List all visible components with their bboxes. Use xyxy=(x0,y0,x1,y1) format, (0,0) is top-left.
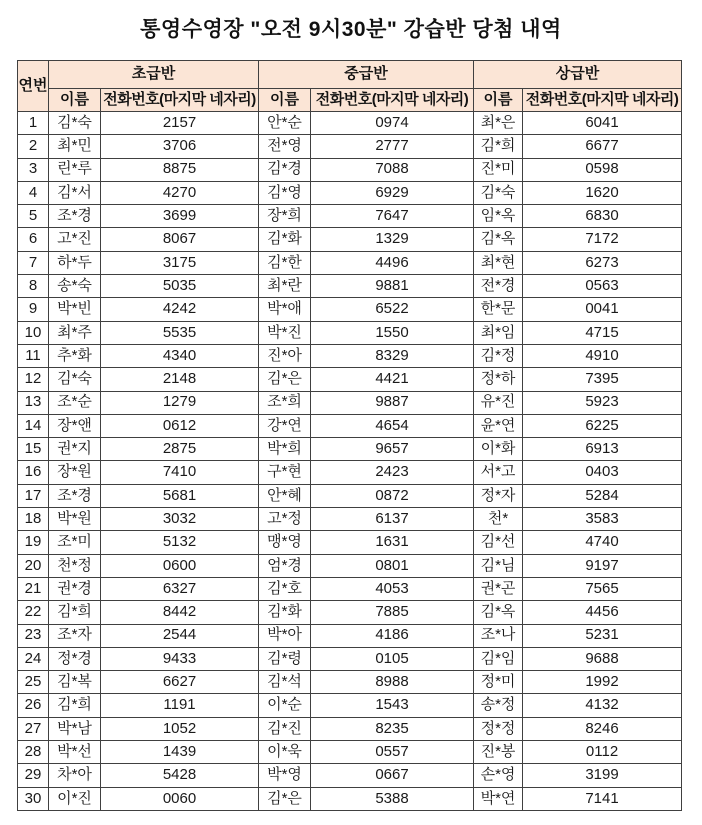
serial-cell: 18 xyxy=(18,508,49,531)
serial-cell: 4 xyxy=(18,181,49,204)
serial-cell: 29 xyxy=(18,764,49,787)
beginner-phone-cell: 4242 xyxy=(101,298,259,321)
advanced-phone-cell: 6913 xyxy=(523,438,682,461)
serial-cell: 12 xyxy=(18,368,49,391)
intermediate-name-cell: 이*순 xyxy=(259,694,311,717)
advanced-name-cell: 김*옥 xyxy=(474,228,523,251)
beginner-phone-cell: 2544 xyxy=(101,624,259,647)
intermediate-phone-cell: 6522 xyxy=(311,298,474,321)
advanced-phone-cell: 9688 xyxy=(523,647,682,670)
advanced-name-cell: 정*하 xyxy=(474,368,523,391)
serial-cell: 11 xyxy=(18,344,49,367)
intermediate-phone-header: 전화번호(마지막 네자리) xyxy=(311,89,474,112)
beginner-phone-cell: 3032 xyxy=(101,508,259,531)
intermediate-name-cell: 김*영 xyxy=(259,181,311,204)
beginner-name-cell: 박*남 xyxy=(49,717,101,740)
serial-cell: 25 xyxy=(18,671,49,694)
serial-cell: 28 xyxy=(18,741,49,764)
advanced-phone-cell: 5923 xyxy=(523,391,682,414)
advanced-phone-cell: 3199 xyxy=(523,764,682,787)
table-row xyxy=(18,531,682,554)
beginner-phone-cell: 6627 xyxy=(101,671,259,694)
table-row xyxy=(18,577,682,600)
serial-cell: 19 xyxy=(18,531,49,554)
intermediate-phone-cell: 6929 xyxy=(311,181,474,204)
advanced-name-cell: 유*진 xyxy=(474,391,523,414)
beginner-phone-cell: 2875 xyxy=(101,438,259,461)
beginner-phone-cell: 5035 xyxy=(101,275,259,298)
table-row xyxy=(18,601,682,624)
advanced-name-cell: 박*연 xyxy=(474,787,523,810)
advanced-phone-header: 전화번호(마지막 네자리) xyxy=(523,89,682,112)
advanced-name-cell: 김*희 xyxy=(474,135,523,158)
intermediate-phone-cell: 2777 xyxy=(311,135,474,158)
table-row xyxy=(18,205,682,228)
serial-cell: 23 xyxy=(18,624,49,647)
serial-cell: 22 xyxy=(18,601,49,624)
advanced-name-cell: 임*옥 xyxy=(474,205,523,228)
intermediate-phone-cell: 5388 xyxy=(311,787,474,810)
winners-table xyxy=(17,60,682,811)
intermediate-phone-cell: 4421 xyxy=(311,368,474,391)
serial-cell: 2 xyxy=(18,135,49,158)
advanced-phone-cell: 7172 xyxy=(523,228,682,251)
table-row xyxy=(18,251,682,274)
advanced-name-cell: 전*경 xyxy=(474,275,523,298)
intermediate-phone-cell: 0105 xyxy=(311,647,474,670)
advanced-name-cell: 권*곤 xyxy=(474,577,523,600)
serial-cell: 9 xyxy=(18,298,49,321)
table-row xyxy=(18,321,682,344)
intermediate-name-cell: 김*화 xyxy=(259,601,311,624)
table-row xyxy=(18,508,682,531)
beginner-name-cell: 권*지 xyxy=(49,438,101,461)
intermediate-name-cell: 고*정 xyxy=(259,508,311,531)
beginner-name-cell: 조*경 xyxy=(49,484,101,507)
intermediate-name-cell: 장*희 xyxy=(259,205,311,228)
advanced-name-cell: 손*영 xyxy=(474,764,523,787)
advanced-name-cell: 김*옥 xyxy=(474,601,523,624)
beginner-phone-cell: 1439 xyxy=(101,741,259,764)
advanced-phone-cell: 7141 xyxy=(523,787,682,810)
beginner-phone-cell: 1191 xyxy=(101,694,259,717)
serial-header-cell: 연번 xyxy=(18,61,49,112)
beginner-name-cell: 김*서 xyxy=(49,181,101,204)
beginner-phone-cell: 5681 xyxy=(101,484,259,507)
intermediate-name-cell: 맹*영 xyxy=(259,531,311,554)
advanced-name-cell: 정*자 xyxy=(474,484,523,507)
beginner-phone-cell: 2148 xyxy=(101,368,259,391)
table-row xyxy=(18,158,682,181)
advanced-phone-cell: 7565 xyxy=(523,577,682,600)
beginner-name-cell: 송*숙 xyxy=(49,275,101,298)
table-row xyxy=(18,764,682,787)
advanced-phone-cell: 4715 xyxy=(523,321,682,344)
beginner-phone-cell: 4270 xyxy=(101,181,259,204)
serial-cell: 8 xyxy=(18,275,49,298)
advanced-phone-cell: 1620 xyxy=(523,181,682,204)
intermediate-name-cell: 안*순 xyxy=(259,112,311,135)
table-row xyxy=(18,624,682,647)
intermediate-name-cell: 이*욱 xyxy=(259,741,311,764)
intermediate-name-cell: 구*현 xyxy=(259,461,311,484)
serial-cell: 1 xyxy=(18,112,49,135)
beginner-name-cell: 조*자 xyxy=(49,624,101,647)
beginner-phone-cell: 5132 xyxy=(101,531,259,554)
beginner-phone-cell: 1279 xyxy=(101,391,259,414)
advanced-name-cell: 최*임 xyxy=(474,321,523,344)
table-row xyxy=(18,368,682,391)
advanced-name-cell: 천* xyxy=(474,508,523,531)
advanced-phone-cell: 0598 xyxy=(523,158,682,181)
serial-cell: 26 xyxy=(18,694,49,717)
advanced-phone-cell: 4456 xyxy=(523,601,682,624)
intermediate-phone-cell: 1329 xyxy=(311,228,474,251)
beginner-name-cell: 추*화 xyxy=(49,344,101,367)
winners-table-header xyxy=(18,61,682,112)
table-row xyxy=(18,694,682,717)
beginner-name-cell: 최*민 xyxy=(49,135,101,158)
page-title: 통영수영장 "오전 9시30분" 강습반 당첨 내역 xyxy=(140,18,562,41)
intermediate-phone-cell: 1550 xyxy=(311,321,474,344)
serial-cell: 27 xyxy=(18,717,49,740)
serial-cell: 17 xyxy=(18,484,49,507)
intermediate-phone-cell: 9657 xyxy=(311,438,474,461)
advanced-phone-cell: 3583 xyxy=(523,508,682,531)
advanced-phone-cell: 4132 xyxy=(523,694,682,717)
beginner-phone-cell: 7410 xyxy=(101,461,259,484)
intermediate-phone-cell: 8329 xyxy=(311,344,474,367)
beginner-phone-cell: 3175 xyxy=(101,251,259,274)
intermediate-phone-cell: 4496 xyxy=(311,251,474,274)
beginner-name-cell: 권*경 xyxy=(49,577,101,600)
table-row xyxy=(18,647,682,670)
beginner-name-cell: 하*두 xyxy=(49,251,101,274)
table-row xyxy=(18,717,682,740)
group-header-intermediate: 중급반 xyxy=(259,61,474,89)
intermediate-name-cell: 김*령 xyxy=(259,647,311,670)
beginner-name-cell: 박*원 xyxy=(49,508,101,531)
intermediate-phone-cell: 0801 xyxy=(311,554,474,577)
beginner-phone-cell: 9433 xyxy=(101,647,259,670)
advanced-name-cell: 송*정 xyxy=(474,694,523,717)
intermediate-name-cell: 김*한 xyxy=(259,251,311,274)
serial-cell: 10 xyxy=(18,321,49,344)
intermediate-phone-cell: 9881 xyxy=(311,275,474,298)
intermediate-phone-cell: 9887 xyxy=(311,391,474,414)
intermediate-name-cell: 김*호 xyxy=(259,577,311,600)
beginner-name-cell: 정*경 xyxy=(49,647,101,670)
intermediate-phone-cell: 2423 xyxy=(311,461,474,484)
beginner-phone-cell: 8067 xyxy=(101,228,259,251)
intermediate-phone-cell: 8235 xyxy=(311,717,474,740)
serial-cell: 7 xyxy=(18,251,49,274)
header-group-row xyxy=(18,61,682,89)
beginner-phone-cell: 0060 xyxy=(101,787,259,810)
table-row xyxy=(18,298,682,321)
beginner-phone-header: 전화번호(마지막 네자리) xyxy=(101,89,259,112)
beginner-phone-cell: 8442 xyxy=(101,601,259,624)
intermediate-phone-cell: 7647 xyxy=(311,205,474,228)
intermediate-name-cell: 박*희 xyxy=(259,438,311,461)
advanced-phone-cell: 8246 xyxy=(523,717,682,740)
advanced-name-cell: 김*님 xyxy=(474,554,523,577)
advanced-name-cell: 정*미 xyxy=(474,671,523,694)
advanced-phone-cell: 5231 xyxy=(523,624,682,647)
beginner-name-cell: 김*숙 xyxy=(49,112,101,135)
intermediate-name-cell: 박*애 xyxy=(259,298,311,321)
beginner-phone-cell: 6327 xyxy=(101,577,259,600)
advanced-phone-cell: 6273 xyxy=(523,251,682,274)
winners-table-body xyxy=(18,112,682,811)
advanced-name-cell: 정*정 xyxy=(474,717,523,740)
beginner-name-cell: 조*경 xyxy=(49,205,101,228)
table-row xyxy=(18,181,682,204)
beginner-phone-cell: 8875 xyxy=(101,158,259,181)
serial-cell: 20 xyxy=(18,554,49,577)
beginner-name-cell: 김*희 xyxy=(49,694,101,717)
table-row xyxy=(18,554,682,577)
group-header-advanced: 상급반 xyxy=(474,61,682,89)
serial-cell: 15 xyxy=(18,438,49,461)
intermediate-phone-cell: 6137 xyxy=(311,508,474,531)
beginner-phone-cell: 1052 xyxy=(101,717,259,740)
serial-cell: 5 xyxy=(18,205,49,228)
group-header-beginner: 초급반 xyxy=(49,61,259,89)
advanced-phone-cell: 5284 xyxy=(523,484,682,507)
beginner-name-cell: 박*빈 xyxy=(49,298,101,321)
advanced-name-cell: 최*은 xyxy=(474,112,523,135)
table-row xyxy=(18,112,682,135)
intermediate-name-cell: 김*진 xyxy=(259,717,311,740)
beginner-phone-cell: 2157 xyxy=(101,112,259,135)
intermediate-phone-cell: 8988 xyxy=(311,671,474,694)
table-row xyxy=(18,275,682,298)
intermediate-name-cell: 박*영 xyxy=(259,764,311,787)
table-row xyxy=(18,228,682,251)
intermediate-name-cell: 김*은 xyxy=(259,368,311,391)
advanced-name-cell: 진*봉 xyxy=(474,741,523,764)
advanced-phone-cell: 6225 xyxy=(523,414,682,437)
beginner-phone-cell: 3699 xyxy=(101,205,259,228)
beginner-name-cell: 고*진 xyxy=(49,228,101,251)
table-row xyxy=(18,391,682,414)
advanced-phone-cell: 0112 xyxy=(523,741,682,764)
beginner-name-cell: 박*선 xyxy=(49,741,101,764)
beginner-name-cell: 린*루 xyxy=(49,158,101,181)
advanced-name-cell: 진*미 xyxy=(474,158,523,181)
beginner-name-cell: 이*진 xyxy=(49,787,101,810)
advanced-phone-cell: 1992 xyxy=(523,671,682,694)
intermediate-name-cell: 진*아 xyxy=(259,344,311,367)
intermediate-phone-cell: 4186 xyxy=(311,624,474,647)
beginner-name-cell: 장*앤 xyxy=(49,414,101,437)
serial-cell: 14 xyxy=(18,414,49,437)
advanced-phone-cell: 0041 xyxy=(523,298,682,321)
beginner-name-cell: 김*희 xyxy=(49,601,101,624)
advanced-name-cell: 김*숙 xyxy=(474,181,523,204)
beginner-name-cell: 조*순 xyxy=(49,391,101,414)
intermediate-name-cell: 김*경 xyxy=(259,158,311,181)
beginner-name-cell: 최*주 xyxy=(49,321,101,344)
advanced-phone-cell: 0563 xyxy=(523,275,682,298)
advanced-phone-cell: 4740 xyxy=(523,531,682,554)
beginner-phone-cell: 4340 xyxy=(101,344,259,367)
intermediate-name-cell: 전*영 xyxy=(259,135,311,158)
beginner-phone-cell: 3706 xyxy=(101,135,259,158)
intermediate-name-cell: 강*연 xyxy=(259,414,311,437)
advanced-phone-cell: 6677 xyxy=(523,135,682,158)
table-row xyxy=(18,671,682,694)
intermediate-name-cell: 박*아 xyxy=(259,624,311,647)
serial-cell: 3 xyxy=(18,158,49,181)
intermediate-name-cell: 김*석 xyxy=(259,671,311,694)
beginner-name-cell: 조*미 xyxy=(49,531,101,554)
beginner-name-cell: 김*복 xyxy=(49,671,101,694)
advanced-name-cell: 최*현 xyxy=(474,251,523,274)
advanced-name-cell: 한*문 xyxy=(474,298,523,321)
beginner-phone-cell: 5428 xyxy=(101,764,259,787)
intermediate-name-cell: 안*혜 xyxy=(259,484,311,507)
intermediate-phone-cell: 1631 xyxy=(311,531,474,554)
advanced-name-cell: 이*화 xyxy=(474,438,523,461)
intermediate-phone-cell: 0974 xyxy=(311,112,474,135)
advanced-phone-cell: 7395 xyxy=(523,368,682,391)
serial-cell: 30 xyxy=(18,787,49,810)
table-row xyxy=(18,484,682,507)
intermediate-name-cell: 김*은 xyxy=(259,787,311,810)
serial-cell: 24 xyxy=(18,647,49,670)
intermediate-name-header: 이름 xyxy=(259,89,311,112)
beginner-name-cell: 천*정 xyxy=(49,554,101,577)
beginner-name-cell: 차*아 xyxy=(49,764,101,787)
advanced-name-header: 이름 xyxy=(474,89,523,112)
beginner-name-cell: 장*원 xyxy=(49,461,101,484)
intermediate-name-cell: 박*진 xyxy=(259,321,311,344)
intermediate-name-cell: 조*희 xyxy=(259,391,311,414)
intermediate-phone-cell: 4654 xyxy=(311,414,474,437)
advanced-phone-cell: 0403 xyxy=(523,461,682,484)
advanced-name-cell: 조*나 xyxy=(474,624,523,647)
beginner-phone-cell: 0600 xyxy=(101,554,259,577)
intermediate-name-cell: 김*화 xyxy=(259,228,311,251)
intermediate-phone-cell: 7088 xyxy=(311,158,474,181)
advanced-name-cell: 김*선 xyxy=(474,531,523,554)
advanced-phone-cell: 6830 xyxy=(523,205,682,228)
advanced-name-cell: 김*임 xyxy=(474,647,523,670)
serial-cell: 6 xyxy=(18,228,49,251)
intermediate-phone-cell: 1543 xyxy=(311,694,474,717)
intermediate-phone-cell: 4053 xyxy=(311,577,474,600)
advanced-phone-cell: 9197 xyxy=(523,554,682,577)
table-row xyxy=(18,344,682,367)
beginner-phone-cell: 5535 xyxy=(101,321,259,344)
table-row xyxy=(18,461,682,484)
beginner-name-header: 이름 xyxy=(49,89,101,112)
beginner-phone-cell: 0612 xyxy=(101,414,259,437)
advanced-phone-cell: 6041 xyxy=(523,112,682,135)
intermediate-phone-cell: 7885 xyxy=(311,601,474,624)
header-sub-row xyxy=(18,89,682,112)
table-row xyxy=(18,414,682,437)
intermediate-phone-cell: 0667 xyxy=(311,764,474,787)
advanced-name-cell: 김*정 xyxy=(474,344,523,367)
beginner-name-cell: 김*숙 xyxy=(49,368,101,391)
table-row xyxy=(18,135,682,158)
intermediate-name-cell: 최*란 xyxy=(259,275,311,298)
advanced-phone-cell: 4910 xyxy=(523,344,682,367)
serial-cell: 13 xyxy=(18,391,49,414)
advanced-name-cell: 서*고 xyxy=(474,461,523,484)
intermediate-phone-cell: 0557 xyxy=(311,741,474,764)
table-row xyxy=(18,438,682,461)
serial-cell: 21 xyxy=(18,577,49,600)
advanced-name-cell: 윤*연 xyxy=(474,414,523,437)
intermediate-name-cell: 엄*경 xyxy=(259,554,311,577)
table-row xyxy=(18,741,682,764)
table-row xyxy=(18,787,682,810)
serial-cell: 16 xyxy=(18,461,49,484)
intermediate-phone-cell: 0872 xyxy=(311,484,474,507)
